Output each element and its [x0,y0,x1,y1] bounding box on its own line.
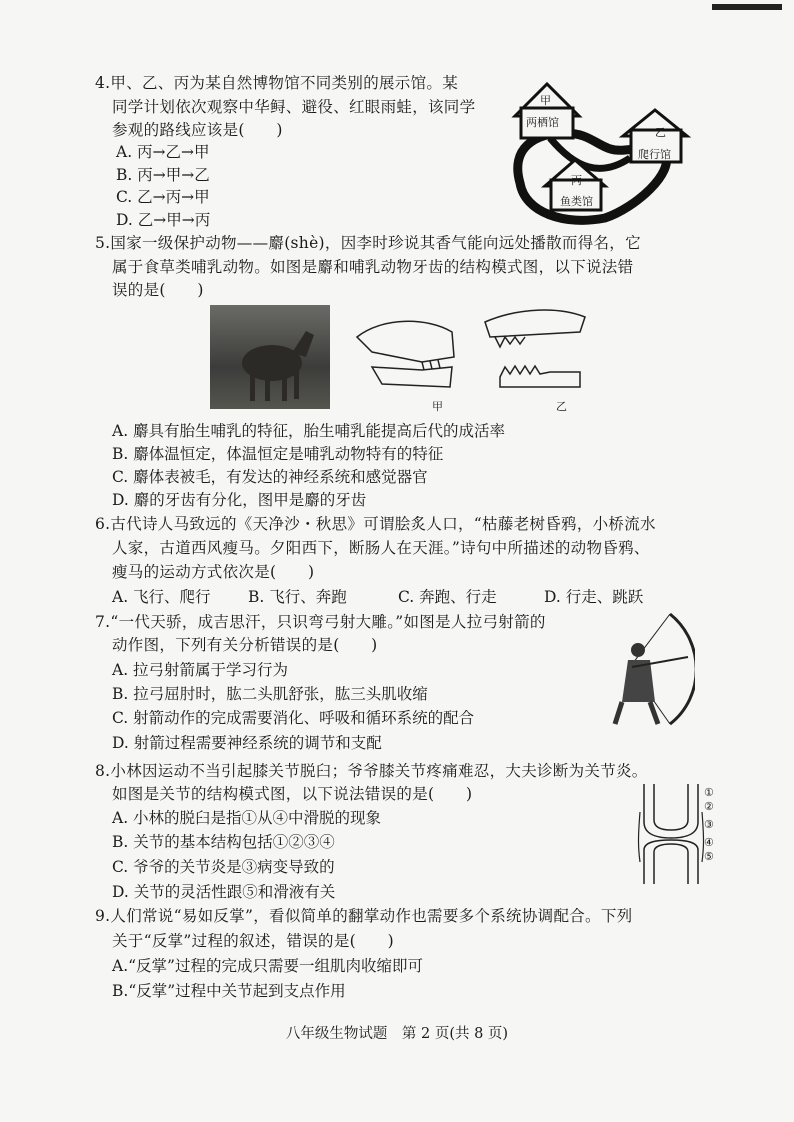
label-yi: 乙 [655,126,666,139]
skull-diagram-yi [480,302,590,398]
joint-label-1: ① [704,786,714,799]
q5-option-d: D. 麝的牙齿有分化，图甲是麝的牙齿 [112,491,367,509]
q5-line1: 5.国家一级保护动物——麝(shè)，因李时珍说其香气能向远处播散而得名，它 [95,234,641,252]
q7-option-a: A. 拉弓射箭属于学习行为 [112,661,289,679]
q6-option-d: D. 行走、跳跃 [544,588,644,606]
joint-label-2: ② [704,800,714,813]
joint-diagram [636,782,706,887]
q8-option-c: C. 爷爷的关节炎是③病变导致的 [112,858,335,876]
q9-line2: 关于“反掌”过程的叙述，错误的是( ) [112,932,394,950]
q6-line1: 6.古代诗人马致远的《天净沙・秋思》可谓脍炙人口，“枯藤老树昏鸦，小桥流水 [95,515,656,533]
q6-line3: 瘦马的运动方式依次是( ) [112,563,315,581]
q8-option-d: D. 关节的灵活性跟⑤和滑液有关 [112,883,336,901]
q9-line1: 9.人们常说“易如反掌”，看似简单的翻掌动作也需要多个系统协调配合。下列 [95,907,633,925]
q6-option-c: C. 奔跑、行走 [398,588,497,606]
q4-line3: 参观的路线应该是( ) [112,121,283,139]
q9-option-a: A.“反掌”过程的完成只需要一组肌肉收缩即可 [112,957,423,975]
label-amphibian-hall: 两栖馆 [526,116,559,129]
scan-mark [712,4,782,10]
q4-option-b: B. 丙→甲→乙 [116,166,210,184]
q8-option-a: A. 小林的脱臼是指①从④中滑脱的现象 [112,809,382,827]
skull-diagram-jia [352,312,462,398]
archer-figure [610,612,695,727]
page-footer: 八年级生物试题 第 2 页(共 8 页) [285,1026,509,1042]
q4-line1: 4.甲、乙、丙为某自然博物馆不同类别的展示馆。某 [95,74,458,92]
q5-option-a: A. 麝具有胎生哺乳的特征，胎生哺乳能提高后代的成活率 [112,422,506,440]
q5-line2: 属于食草类哺乳动物。如图是麝和哺乳动物牙齿的结构模式图，以下说法错 [112,258,634,276]
q7-line1: 7.“一代天骄，成吉思汗，只识弯弓射大雕。”如图是人拉弓射箭的 [95,613,546,631]
label-skull-jia: 甲 [432,400,443,413]
q7-line2: 动作图，下列有关分析错误的是( ) [112,636,378,654]
joint-label-5: ⑤ [704,850,714,863]
label-skull-yi: 乙 [556,400,567,413]
q4-line2: 同学计划依次观察中华鲟、避役、红眼雨蛙，该同学 [112,98,476,116]
q6-line2: 人家，古道西风瘦马。夕阳西下，断肠人在天涯。”诗句中所描述的动物昏鸦、 [112,539,650,557]
q7-option-c: C. 射箭动作的完成需要消化、呼吸和循环系统的配合 [112,709,475,727]
q8-line1: 8.小林因运动不当引起膝关节脱臼；爷爷膝关节疼痛难忍，大夫诊断为关节炎。 [95,762,648,780]
q8-line2: 如图是关节的结构模式图，以下说法错误的是( ) [112,785,473,803]
q4-option-a: A. 丙→乙→甲 [116,143,210,161]
q4-option-c: C. 乙→丙→甲 [116,188,210,206]
q5-line3: 误的是( ) [112,281,204,299]
q5-option-b: B. 麝体温恒定，体温恒定是哺乳动物特有的特征 [112,445,444,463]
q5-option-c: C. 麝体表被毛，有发达的神经系统和感觉器官 [112,468,428,486]
label-fish-hall: 鱼类馆 [560,195,593,208]
q9-option-b: B.“反掌”过程中关节起到支点作用 [112,982,346,1000]
label-bing: 丙 [571,174,582,187]
label-reptile-hall: 爬行馆 [638,148,671,161]
musk-deer-photo [210,305,330,409]
q6-option-b: B. 飞行、奔跑 [248,588,347,606]
q8-option-b: B. 关节的基本结构包括①②③④ [112,833,335,851]
q6-option-a: A. 飞行、爬行 [112,588,211,606]
q4-option-d: D. 乙→甲→丙 [116,211,211,229]
q7-option-d: D. 射箭过程需要神经系统的调节和支配 [112,734,382,752]
q7-option-b: B. 拉弓屈肘时，肱二头肌舒张，肱三头肌收缩 [112,685,428,703]
joint-label-4: ④ [704,836,714,849]
joint-label-3: ③ [704,818,714,831]
label-jia: 甲 [540,94,551,107]
museum-map-figure [505,78,705,228]
